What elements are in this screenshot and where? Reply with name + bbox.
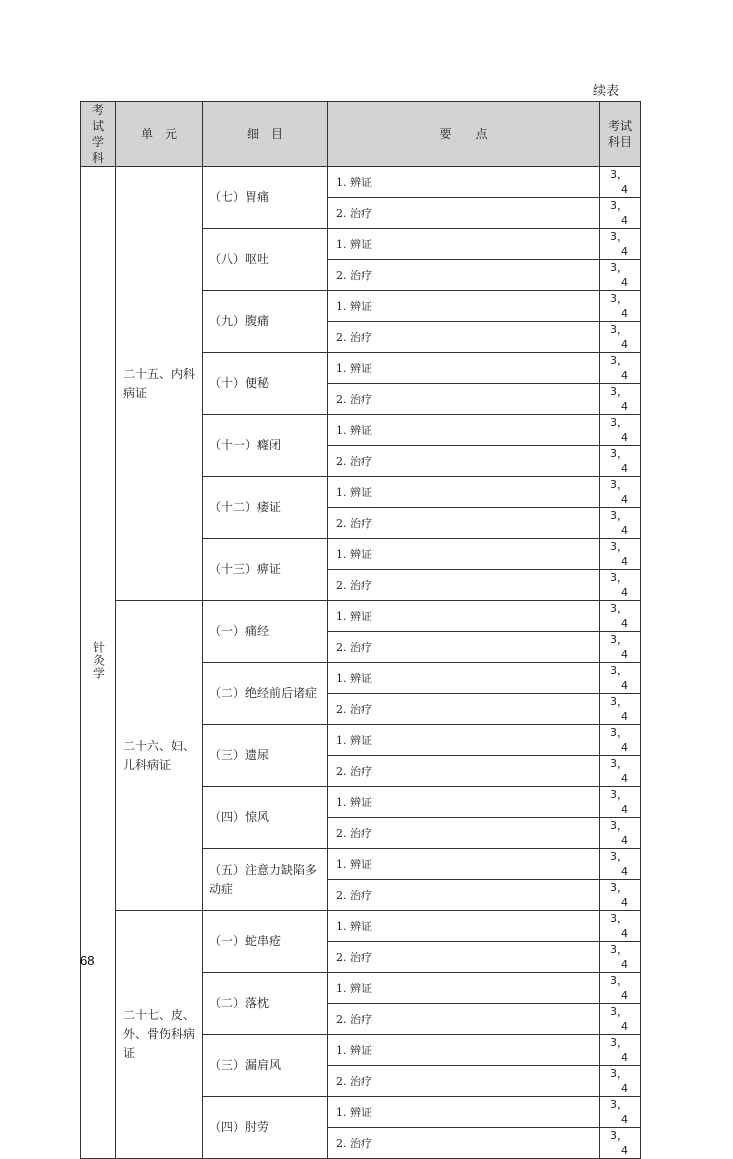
exam-code-cell: 3，4 — [600, 756, 641, 787]
point-cell: 2. 治疗 — [328, 880, 600, 911]
exam-code-cell: 3，4 — [600, 663, 641, 694]
exam-code-cell: 3，4 — [600, 1066, 641, 1097]
item-cell: （七）胃痛 — [203, 167, 328, 229]
point-cell: 2. 治疗 — [328, 818, 600, 849]
exam-code-cell: 3，4 — [600, 415, 641, 446]
point-cell: 1. 辨证 — [328, 601, 600, 632]
point-cell: 2. 治疗 — [328, 756, 600, 787]
item-cell: （十一）癃闭 — [203, 415, 328, 477]
point-cell: 1. 辨证 — [328, 415, 600, 446]
item-cell: （一）痛经 — [203, 601, 328, 663]
point-cell: 2. 治疗 — [328, 632, 600, 663]
point-cell: 1. 辨证 — [328, 911, 600, 942]
exam-code-cell: 3，4 — [600, 880, 641, 911]
exam-code-cell: 3，4 — [600, 787, 641, 818]
exam-code-cell: 3，4 — [600, 539, 641, 570]
exam-code-cell: 3，4 — [600, 694, 641, 725]
exam-code-cell: 3，4 — [600, 1128, 641, 1159]
point-cell: 2. 治疗 — [328, 942, 600, 973]
exam-code-cell: 3，4 — [600, 260, 641, 291]
exam-code-cell: 3，4 — [600, 384, 641, 415]
exam-code-cell: 3，4 — [600, 477, 641, 508]
point-cell: 1. 辨证 — [328, 663, 600, 694]
item-cell: （四）惊风 — [203, 787, 328, 849]
table-body — [81, 167, 641, 1159]
point-cell: 1. 辨证 — [328, 1035, 600, 1066]
exam-code-cell: 3，4 — [600, 632, 641, 663]
syllabus-table — [80, 101, 641, 1159]
exam-code-cell: 3，4 — [600, 601, 641, 632]
exam-code-cell: 3，4 — [600, 1004, 641, 1035]
point-cell: 1. 辨证 — [328, 973, 600, 1004]
exam-code-cell: 3，4 — [600, 942, 641, 973]
item-cell: （五）注意力缺陷多动症 — [203, 849, 328, 911]
point-cell: 2. 治疗 — [328, 384, 600, 415]
point-cell: 2. 治疗 — [328, 570, 600, 601]
point-cell: 1. 辨证 — [328, 167, 600, 198]
point-cell: 1. 辨证 — [328, 353, 600, 384]
header-points: 要 点 — [328, 102, 600, 167]
point-cell: 1. 辨证 — [328, 1097, 600, 1128]
item-cell: （四）肘劳 — [203, 1097, 328, 1159]
exam-code-cell: 3，4 — [600, 353, 641, 384]
table-row — [81, 601, 641, 632]
item-cell: （十）便秘 — [203, 353, 328, 415]
table-row — [81, 167, 641, 198]
exam-code-cell: 3，4 — [600, 322, 641, 353]
exam-code-cell: 3，4 — [600, 1097, 641, 1128]
item-cell: （三）遗尿 — [203, 725, 328, 787]
point-cell: 2. 治疗 — [328, 1004, 600, 1035]
exam-code-cell: 3，4 — [600, 446, 641, 477]
item-cell: （二）绝经前后诸症 — [203, 663, 328, 725]
point-cell: 1. 辨证 — [328, 539, 600, 570]
point-cell: 1. 辨证 — [328, 229, 600, 260]
point-cell: 2. 治疗 — [328, 198, 600, 229]
point-cell: 2. 治疗 — [328, 260, 600, 291]
item-cell: （三）漏肩风 — [203, 1035, 328, 1097]
point-cell: 2. 治疗 — [328, 1128, 600, 1159]
point-cell: 1. 辨证 — [328, 787, 600, 818]
unit-cell: 二十七、皮、外、骨伤科病证 — [116, 911, 203, 1159]
item-cell: （二）落枕 — [203, 973, 328, 1035]
item-cell: （十二）痿证 — [203, 477, 328, 539]
exam-code-cell: 3，4 — [600, 818, 641, 849]
exam-code-cell: 3，4 — [600, 911, 641, 942]
exam-code-cell: 3，4 — [600, 849, 641, 880]
point-cell: 2. 治疗 — [328, 1066, 600, 1097]
item-cell: （九）腹痛 — [203, 291, 328, 353]
subject-cell — [81, 167, 116, 1159]
exam-code-cell: 3，4 — [600, 973, 641, 1004]
exam-code-cell: 3，4 — [600, 1035, 641, 1066]
exam-code-cell: 3，4 — [600, 508, 641, 539]
subject-label: 针灸学 — [91, 641, 106, 680]
header-unit: 单 元 — [116, 102, 203, 167]
table-row — [81, 911, 641, 942]
header-subject: 考试 学科 — [81, 102, 116, 167]
page-number: 68 — [80, 953, 95, 968]
point-cell: 1. 辨证 — [328, 725, 600, 756]
point-cell: 2. 治疗 — [328, 508, 600, 539]
table-header-row — [81, 102, 641, 167]
continued-label: 续表 — [593, 84, 620, 99]
point-cell: 2. 治疗 — [328, 322, 600, 353]
exam-code-cell: 3，4 — [600, 725, 641, 756]
exam-code-cell: 3，4 — [600, 291, 641, 322]
point-cell: 1. 辨证 — [328, 477, 600, 508]
exam-code-cell: 3，4 — [600, 570, 641, 601]
exam-code-cell: 3，4 — [600, 167, 641, 198]
exam-code-cell: 3，4 — [600, 198, 641, 229]
point-cell: 2. 治疗 — [328, 694, 600, 725]
item-cell: （八）呕吐 — [203, 229, 328, 291]
item-cell: （十三）痹证 — [203, 539, 328, 601]
point-cell: 1. 辨证 — [328, 291, 600, 322]
header-item: 细 目 — [203, 102, 328, 167]
item-cell: （一）蛇串疮 — [203, 911, 328, 973]
unit-cell: 二十五、内科病证 — [116, 167, 203, 601]
point-cell: 1. 辨证 — [328, 849, 600, 880]
unit-cell: 二十六、妇、儿科病证 — [116, 601, 203, 911]
header-exam-code: 考试 科目 — [600, 102, 641, 167]
exam-code-cell: 3，4 — [600, 229, 641, 260]
point-cell: 2. 治疗 — [328, 446, 600, 477]
